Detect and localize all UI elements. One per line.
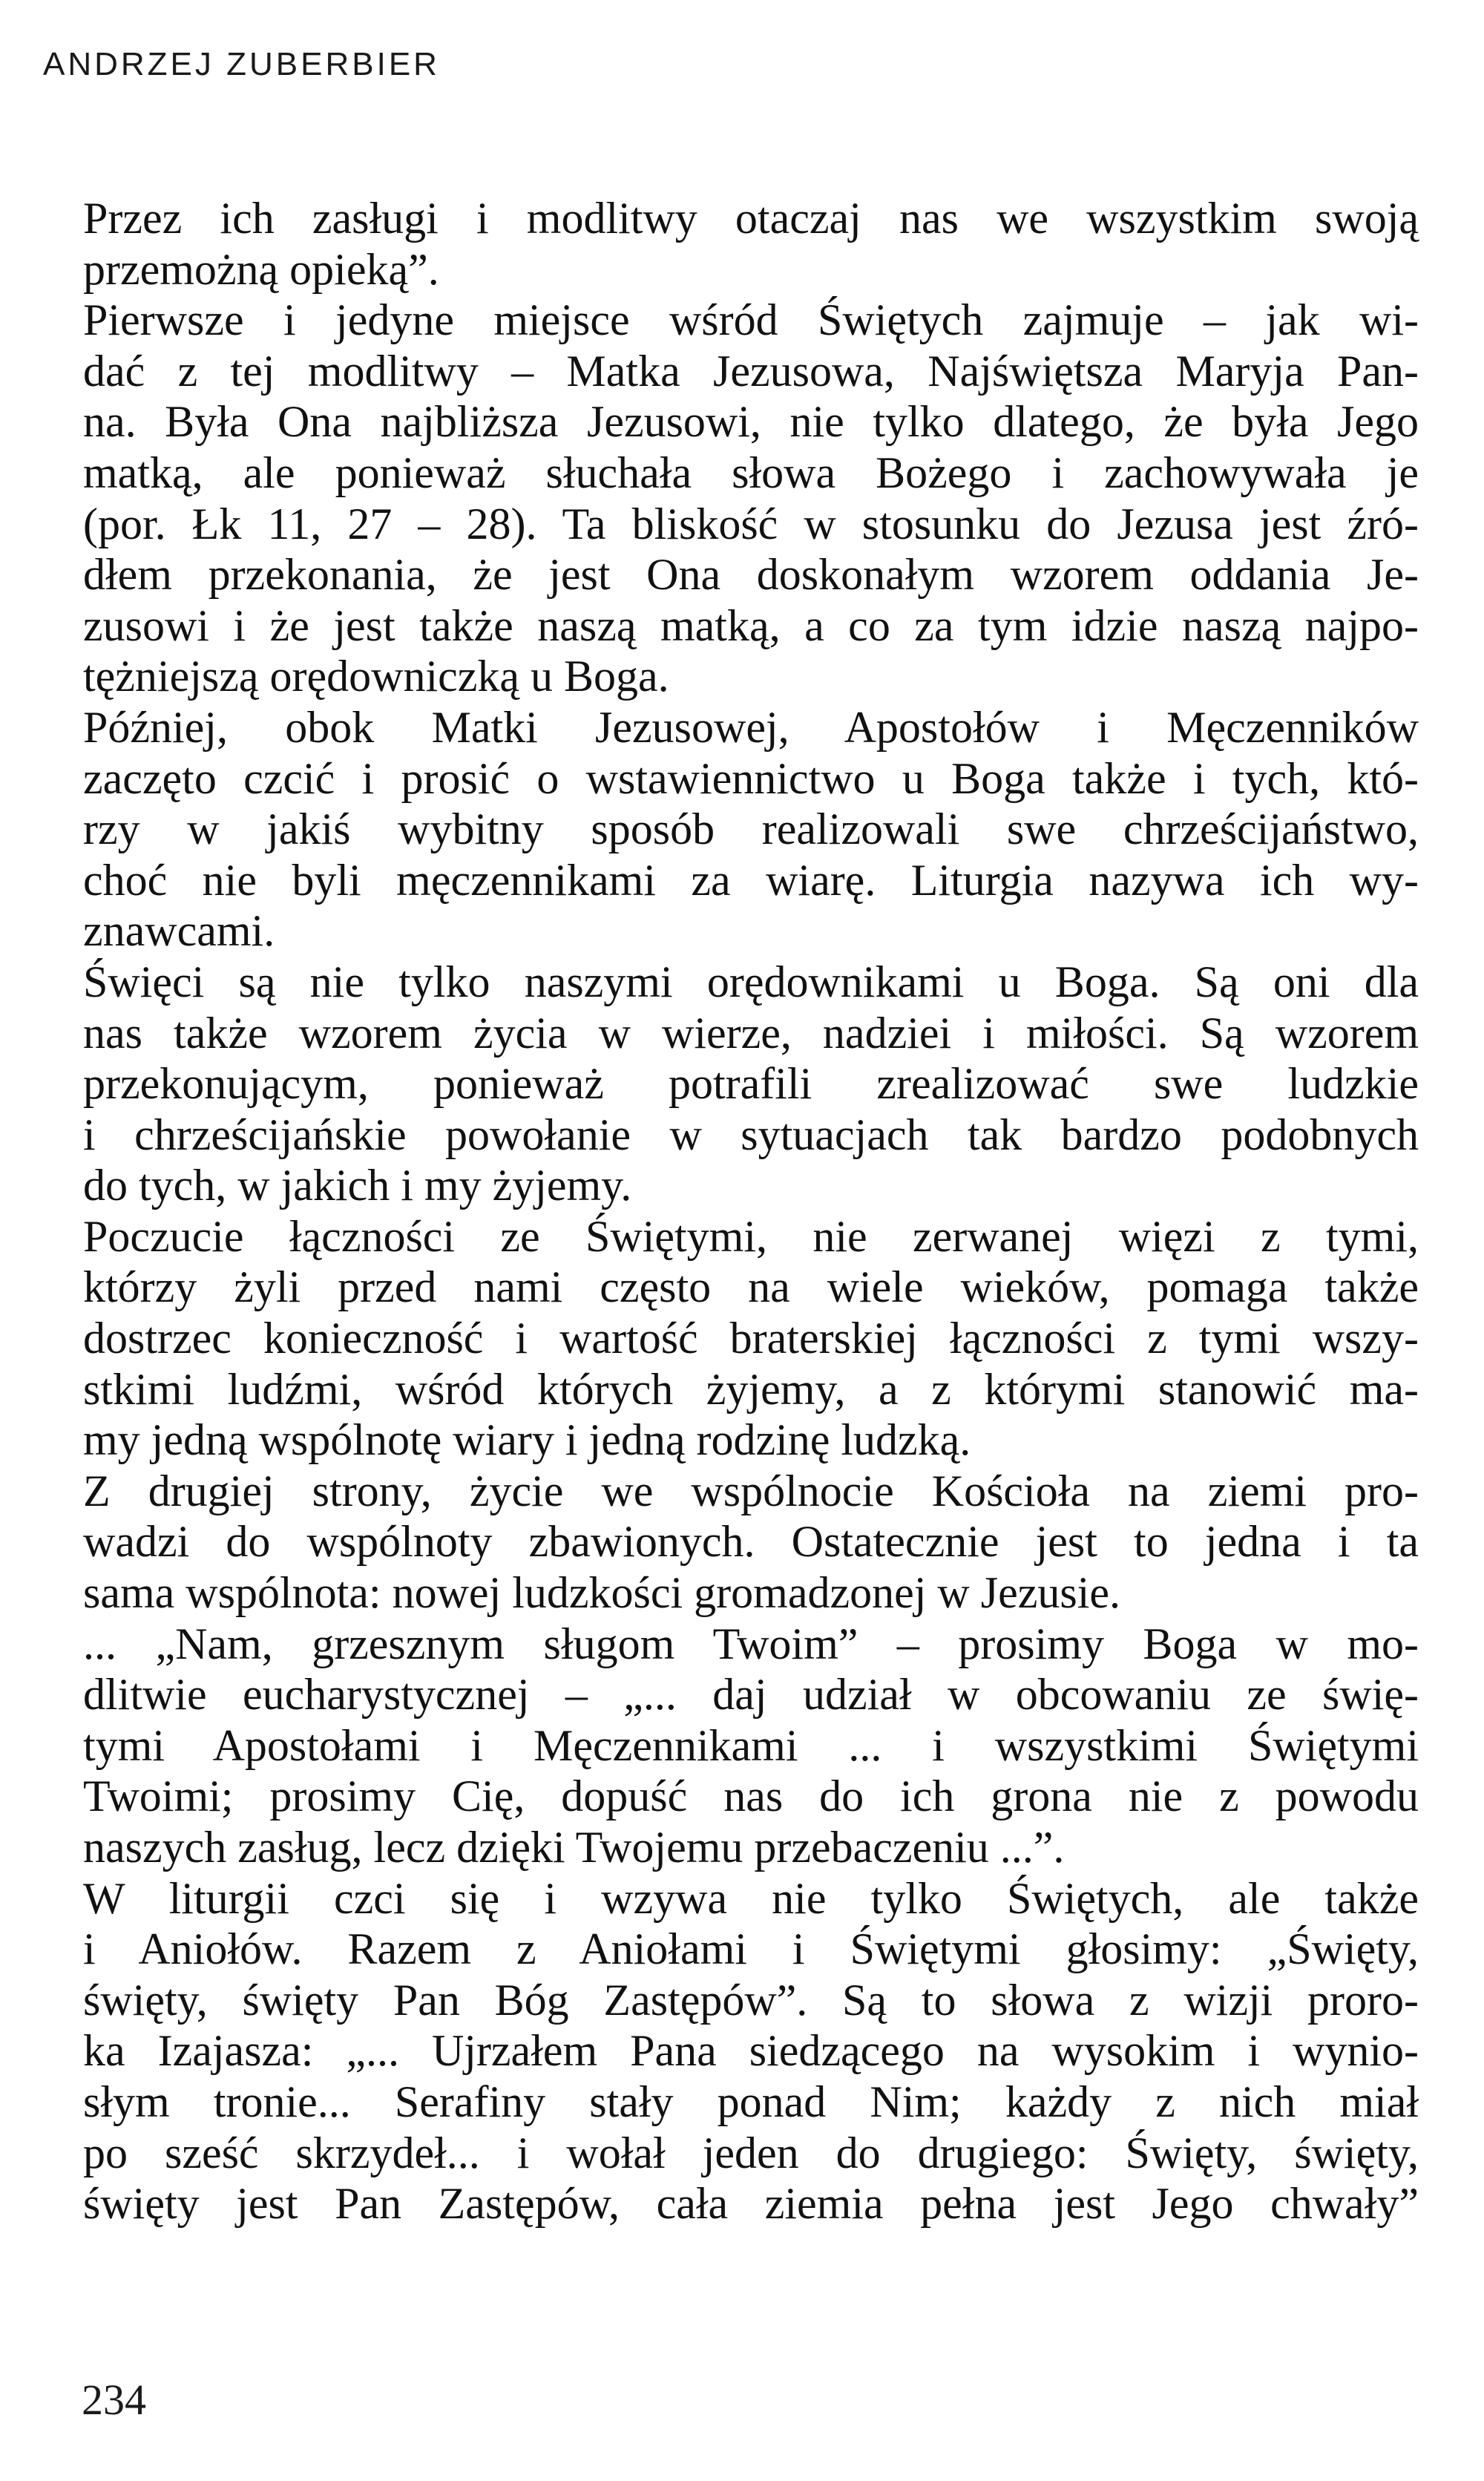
text-line: Pierwsze i jedyne miejsce wśród Świętych zajmuje – jak wi-	[83, 295, 1419, 345]
text-line: dać z tej modlitwy – Matka Jezusowa, Najświętsza Maryja Pan-	[83, 346, 1419, 396]
text-line: którzy żyli przed nami często na wiele wieków, pomaga także	[83, 1262, 1419, 1312]
paragraph-3	[83, 702, 1419, 957]
text-line: Twoimi; prosimy Cię, dopuść nas do ich grona nie z powodu	[83, 1772, 1419, 1821]
running-head: ANDRZEJ ZUBERBIER	[43, 46, 440, 82]
paragraph-5	[83, 1211, 1419, 1466]
text-line: naszych zasług, lecz dzięki Twojemu przebaczeniu ...”.	[83, 1823, 1065, 1872]
text-line: tymi Apostołami i Męczennikami ... i wszystkimi Świętymi	[83, 1720, 1419, 1770]
text-line: słym tronie... Serafiny stały ponad Nim; każdy z nich miał	[83, 2077, 1419, 2126]
text-line: Przez ich zasługi i modlitwy otaczaj nas we wszystkim swoją	[83, 194, 1419, 243]
paragraph-7	[83, 1619, 1419, 1873]
text-line: wadzi do wspólnoty zbawionych. Ostatecznie jest to jedna i ta	[83, 1517, 1419, 1567]
text-line: rzy w jakiś wybitny sposób realizowali swe chrześcijaństwo,	[83, 804, 1419, 854]
text-line: dłem przekonania, że jest Ona doskonałym wzorem oddania Je-	[83, 550, 1419, 600]
text-line: ka Izajasza: „... Ujrzałem Pana siedzącego na wysokim i wynio-	[83, 2026, 1419, 2076]
text-line: do tych, w jakich i my żyjemy.	[83, 1161, 632, 1210]
paragraph-6	[83, 1466, 1419, 1619]
text-line: tężniejszą orędowniczką u Boga.	[83, 652, 669, 701]
text-line: i chrześcijańskie powołanie w sytuacjach tak bardzo podobnych	[83, 1110, 1419, 1159]
text-line: i Aniołów. Razem z Aniołami i Świętymi głosimy: „Święty,	[83, 1924, 1419, 1974]
page-number: 234	[82, 2376, 146, 2424]
body-text	[83, 193, 1419, 2229]
text-line: nas także wzorem życia w wierze, nadziei i miłości. Są wzorem	[83, 1008, 1419, 1058]
paragraph-4	[83, 957, 1419, 1211]
text-line: ... „Nam, grzesznym sługom Twoim” – prosimy Boga w mo-	[83, 1619, 1419, 1668]
text-line: przemożną opieką”.	[83, 244, 439, 294]
text-line: święty jest Pan Zastępów, cała ziemia pełna jest Jego chwały”	[83, 2179, 1419, 2229]
text-line: dlitwie eucharystycznej – „... daj udział w obcowaniu ze świę-	[83, 1670, 1419, 1720]
text-line: przekonującym, ponieważ potrafili zrealizować swe ludzkie	[83, 1059, 1419, 1109]
text-line: my jedną wspólnotę wiary i jedną rodzinę ludzką.	[83, 1415, 971, 1465]
text-line: (por. Łk 11, 27 – 28). Ta bliskość w stosunku do Jezusa jest źró-	[83, 499, 1419, 548]
text-line: Później, obok Matki Jezusowej, Apostołów i Męczenników	[83, 702, 1419, 752]
text-line: zusowi i że jest także naszą matką, a co za tym idzie naszą najpo-	[83, 600, 1419, 650]
text-line: zaczęto czcić i prosić o wstawiennictwo u Boga także i tych, któ-	[83, 753, 1419, 803]
text-line: Z drugiej strony, życie we wspólnocie Kościoła na ziemi pro-	[83, 1466, 1419, 1515]
text-line: matką, ale ponieważ słuchała słowa Bożego i zachowywała je	[83, 448, 1419, 497]
text-line: znawcami.	[83, 906, 275, 956]
text-line: sama wspólnota: nowej ludzkości gromadzonej w Jezusie.	[83, 1568, 1120, 1618]
text-line: po sześć skrzydeł... i wołał jeden do drugiego: Święty, święty,	[83, 2128, 1419, 2177]
text-line: choć nie byli męczennikami za wiarę. Liturgia nazywa ich wy-	[83, 855, 1419, 905]
paragraph-8	[83, 1873, 1419, 2229]
paragraph-2	[83, 295, 1419, 702]
text-line: święty, święty Pan Bóg Zastępów”. Są to słowa z wizji proro-	[83, 1975, 1419, 2025]
text-line: Poczucie łączności ze Świętymi, nie zerwanej więzi z tymi,	[83, 1211, 1419, 1261]
text-line: stkimi ludźmi, wśród których żyjemy, a z którymi stanowić ma-	[83, 1364, 1419, 1414]
text-line: dostrzec konieczność i wartość braterskiej łączności z tymi wszy-	[83, 1314, 1419, 1363]
text-line: Święci są nie tylko naszymi orędownikami u Boga. Są oni dla	[83, 957, 1419, 1006]
paragraph-1	[83, 193, 1419, 295]
text-line: na. Była Ona najbliższa Jezusowi, nie tylko dlatego, że była Jego	[83, 397, 1419, 447]
text-line: W liturgii czci się i wzywa nie tylko Świętych, ale także	[83, 1873, 1419, 1923]
